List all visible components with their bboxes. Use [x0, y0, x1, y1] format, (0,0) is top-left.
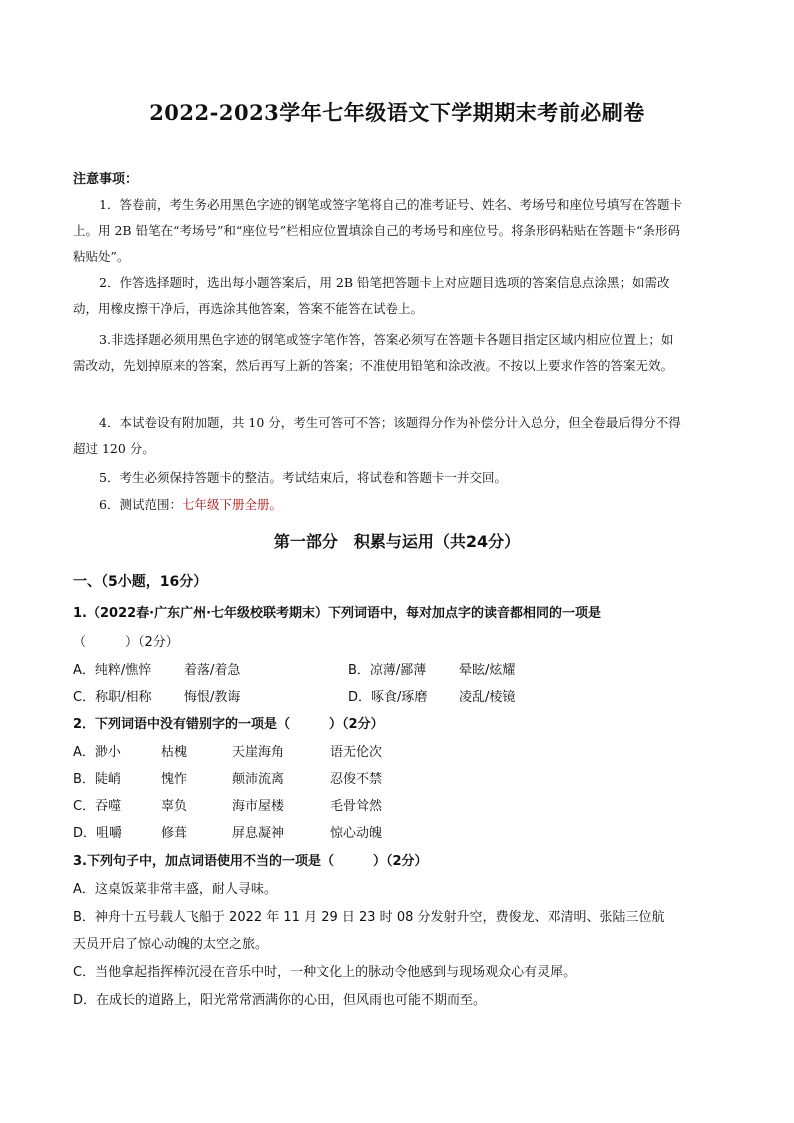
- test-scope: 七年级下册全册。: [181, 497, 282, 512]
- q2-b-word-1: B．陡峭: [73, 772, 121, 787]
- q2-a-word-3: 天崖海角: [232, 745, 285, 760]
- notice-item-1: 1．答卷前，考生务必用黑色字迹的钢笔或签字笔将自己的准考证号、姓名、考场号和座位号填写在答题卡上。用 2B 铅笔在“考场号”和“座位号”栏相应位置填涂自己的考场号和座位号。将条形码粘贴在答题卡“条形码粘贴处”。: [73, 197, 682, 264]
- notice-item-6: [73, 492, 683, 518]
- q2-d-word-2: 修葺: [161, 826, 188, 841]
- question-1-stem: 1.（2022春·广东广州·七年级校联考期末）下列词语中，每对加点字的读音都相同的一项是: [73, 606, 602, 621]
- notice-item-6-prefix: 6．测试范围：: [99, 497, 182, 512]
- q2-a-word-1: A．渺小: [73, 745, 121, 760]
- q2-d-word-4: 惊心动魄: [330, 826, 383, 841]
- q2-a-word-2: 枯槐: [161, 745, 188, 760]
- question-2-option-b: [73, 768, 713, 790]
- question-2-option-d: [73, 822, 713, 844]
- q1-option-b-word: 晕眩/炫耀: [459, 663, 516, 678]
- q1-option-b-label: B．凉薄/鄙薄: [348, 663, 427, 678]
- q2-c-word-4: 毛骨耸然: [330, 799, 383, 814]
- question-2-option-c: [73, 795, 713, 817]
- question-3-stem: 3.下列句子中，加点词语使用不当的一项是（ ）（2分）: [73, 854, 428, 869]
- q2-d-word-1: D．咀嚼: [73, 826, 123, 841]
- section-one-heading: 一、（5小题，16分）: [73, 574, 208, 590]
- q2-b-word-3: 颠沛流离: [232, 772, 285, 787]
- notice-item-3: 3.非选择题必须用黑色字迹的钢笔或签字笔作答，答案必须写在答题卡各题目指定区域内相应位置上；如需改动，先划掉原来的答案，然后再写上新的答案；不准使用铅笔和涂改液。不按以上要求作答的答案无效。: [73, 332, 674, 373]
- question-2-stem: 2．下列词语中没有错别字的一项是（ ）（2分）: [73, 717, 384, 732]
- q1-option-c-label: C．称职/相称: [73, 690, 152, 705]
- question-1-blank: （ ）（2分）: [73, 635, 179, 650]
- q1-option-a-label: A．纯粹/憔悴: [73, 663, 152, 678]
- question-1-options-cd: [73, 686, 713, 708]
- q1-option-a-word: 着落/着急: [184, 663, 241, 678]
- notice-item-4: 4．本试卷设有附加题，共 10 分，考生可答可不答；该题得分作为补偿分计入总分，但全卷最后得分不得超过 120 分。: [73, 415, 681, 456]
- notice-heading: 注意事项：: [73, 172, 139, 187]
- q1-option-d-word: 凌乱/棱镜: [459, 690, 516, 705]
- q2-b-word-2: 愧怍: [161, 772, 188, 787]
- q3-option-b-line-1: B．神舟十五号载人飞船于 2022 年 11 月 29 日 23 时 08 分发射升空，费俊龙、邓清明、张陆三位航: [73, 910, 665, 925]
- part-one-title: 第一部分 积累与运用（共24分）: [273, 532, 521, 551]
- q3-option-c: C．当他拿起指挥棒沉浸在音乐中时，一种文化上的脉动令他感到与现场观众心有灵犀。: [73, 965, 577, 980]
- notice-item-5: 5．考生必须保持答题卡的整洁。考试结束后，将试卷和答题卡一并交回。: [99, 470, 507, 485]
- q2-c-word-2: 辜负: [161, 799, 188, 814]
- q1-option-c-word: 悔恨/教诲: [184, 690, 241, 705]
- question-1-options-ab: [73, 659, 713, 681]
- q3-option-a: A．这桌饭菜非常丰盛，耐人寻味。: [73, 882, 277, 897]
- q3-option-b-line-2: 天员开启了惊心动魄的太空之旅。: [73, 937, 269, 952]
- q3-option-d: D．在成长的道路上，阳光常常洒满你的心田，但风雨也可能不期而至。: [73, 993, 487, 1008]
- q2-a-word-4: 语无伦次: [330, 745, 383, 760]
- notice-item-2: 2．作答选择题时，选出每小题答案后，用 2B 铅笔把答题卡上对应题目选项的答案信息点涂黑；如需改动，用橡皮擦干净后，再选涂其他答案，答案不能答在试卷上。: [73, 275, 670, 316]
- q2-d-word-3: 屏息凝神: [232, 826, 285, 841]
- q2-c-word-1: C．吞噬: [73, 799, 122, 814]
- page-title: 2022-2023学年七年级语文下学期期末考前必刷卷: [149, 100, 645, 125]
- q2-c-word-3: 海市屋楼: [232, 799, 285, 814]
- q1-option-d-label: D．啄食/琢磨: [348, 690, 428, 705]
- q2-b-word-4: 忍俊不禁: [330, 772, 383, 787]
- question-2-option-a: [73, 741, 713, 763]
